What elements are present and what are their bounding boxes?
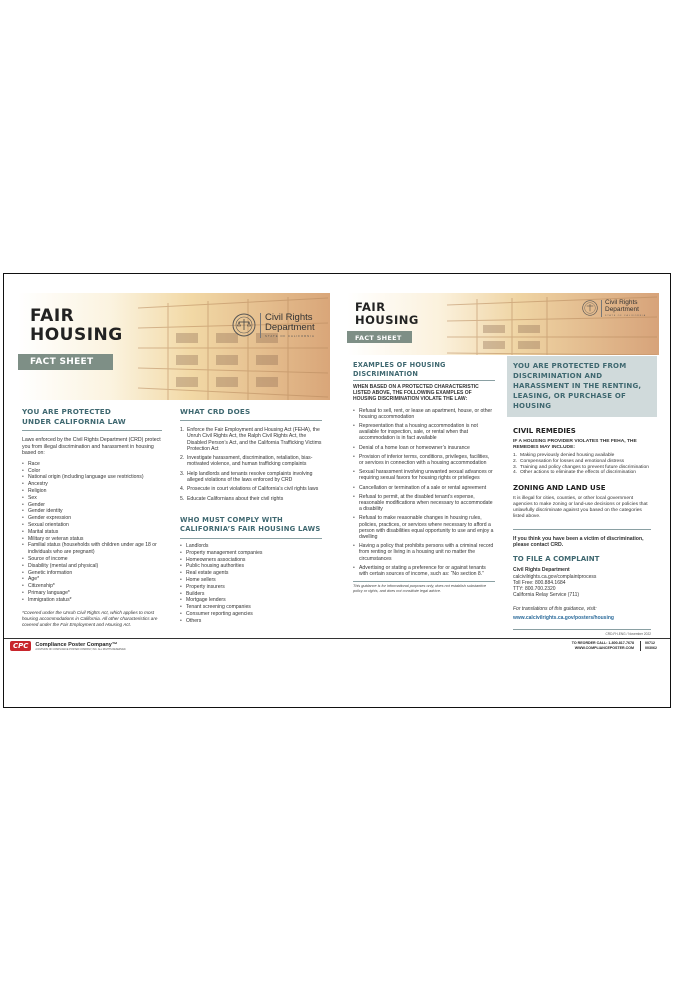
examples-heading-line1: EXAMPLES OF HOUSING: [353, 361, 446, 369]
list-item: • Gender: [22, 502, 162, 509]
tty: TTY: 800.700.2320: [513, 586, 556, 593]
list-item: • Cancellation or termination of a sale or rental agreement: [353, 485, 495, 491]
list-item: • Genetic information: [22, 570, 162, 577]
title-fair: FAIR: [30, 306, 75, 326]
divider: [180, 420, 322, 421]
company-sub: A DIVISION OF COMPLIANCE POSTER COMPANY, INC. ALL RIGHTS RESERVED.: [35, 647, 127, 651]
list-item: 2. Investigate harassment, discrimination, retaliation, bias-motivated violence, and human trafficking complaints: [180, 455, 313, 468]
list-item: • Marital status: [22, 529, 162, 536]
list-item: • Homeowners associations: [180, 557, 322, 564]
remedies-column: [507, 356, 657, 636]
toll-free: Toll Free: 800.884.1684: [513, 579, 566, 586]
crd-seal-icon: [232, 313, 256, 337]
cpc-logo: [10, 641, 126, 651]
left-column: [22, 407, 162, 628]
product-codes: [640, 641, 657, 651]
crd-seal-icon: [582, 300, 598, 316]
divider: [353, 380, 495, 381]
translations-url[interactable]: www.calcivilrights.ca.gov/posters/housing: [513, 615, 614, 622]
list-item: • Public housing authorities: [180, 563, 322, 570]
disclaimer: This guidance is for informational purposes only, does not establish substantive policy or rights, and does not constitute legal advice.: [353, 584, 487, 594]
remedies-intro: IF A HOUSING PROVIDER VIOLATES THE FEHA, THE REMEDIES MAY INCLUDE:: [513, 439, 637, 450]
crd-logo: [232, 313, 315, 338]
divider: [22, 430, 162, 431]
divider: [513, 529, 651, 530]
cpc-logo-mark: CPC: [10, 641, 31, 651]
protected-bases-list: [22, 461, 162, 604]
list-item: • National origin (including language use restrictions): [22, 474, 162, 481]
fact-sheet-label: FACT SHEET: [18, 354, 113, 370]
list-item: • Refusal to sell, rent, or lease an apartment, house, or other housing accommodation: [353, 408, 495, 420]
list-item: • Refusal to make reasonable changes in housing rules, policies, practices, or services where necessary to afford a person with disabilities equal opportunity to use and enjoy a dwelling: [353, 515, 495, 540]
divider: [180, 538, 322, 539]
zoning-text: It is illegal for cities, counties, or other local government agencies to make zoning or land-use decisions or policies that unlawfully discriminate against you based on the categories listed above.: [513, 496, 648, 519]
footnote: *Covered under the Unruh Civil Rights Act, which applies to most housing accommodations in California. All other characteristics are covered under the Fair Employment and Housing Act.: [22, 609, 158, 627]
crd-line2: Department: [265, 321, 315, 333]
examples-heading-line2: DISCRIMINATION: [353, 369, 419, 378]
list-item: • Disability (mental and physical): [22, 563, 162, 570]
title-housing: HOUSING: [30, 325, 123, 345]
list-item: 2. Compensation for losses and emotional distress: [513, 458, 625, 464]
complaint-url[interactable]: calcivilrights.ca.gov/complaintprocess: [513, 573, 597, 580]
list-item: • Refusal to permit, at the disabled tenant’s expense, reasonable modifications when necessary to accommodate a disability: [353, 494, 495, 513]
crd-does-list: [180, 427, 322, 502]
crd-line2: Department: [605, 305, 639, 313]
list-item: • Sex: [22, 495, 162, 502]
list-item: • Builders: [180, 591, 322, 598]
list-item: • Property management companies: [180, 550, 322, 557]
product-code-2: 003062: [645, 646, 657, 650]
list-item: • Age*: [22, 576, 162, 583]
comply-heading-line2: CALIFORNIA’S FAIR HOUSING LAWS: [180, 525, 321, 534]
protected-callout-text: YOU ARE PROTECTED FROM DISCRIMINATION AND HARASSMENT IN THE RENTING, LEASING, OR PURCHASE OF HOUSING: [513, 362, 642, 410]
fair-housing-poster: [3, 273, 671, 708]
list-item: • Provision of inferior terms, conditions, privileges, facilities, or services in connection with a housing accommodation: [353, 454, 495, 466]
reorder-info: [524, 641, 634, 651]
crd-logo: [582, 300, 646, 317]
list-item: 3. Training and policy changes to prevent future discrimination: [513, 464, 649, 470]
list-item: • Familial status (households with children under age 18 or individuals who are pregnant): [22, 542, 162, 556]
zoning-heading: ZONING AND LAND USE: [513, 484, 606, 493]
crd-does-heading: WHAT CRD DOES: [180, 407, 251, 416]
divider: [513, 629, 651, 630]
relay-service: California Relay Service (711): [513, 592, 580, 599]
list-item: • Tenant screening companies: [180, 604, 322, 611]
crd-line1: Civil Rights: [605, 299, 638, 306]
list-item: • Home sellers: [180, 577, 322, 584]
crd-state: STATE OF CALIFORNIA: [605, 314, 647, 317]
list-item: • Religion: [22, 488, 162, 495]
examples-column: [353, 361, 495, 594]
form-code: CRD-FH-ENG / November 2022: [605, 632, 651, 637]
list-item: • Advertising or stating a preference for or against tenants with certain sources of income, such as: “No section 8.”: [353, 565, 495, 577]
list-item: 5. Educate Californians about their civil rights: [180, 495, 284, 502]
list-item: • Gender identity: [22, 508, 162, 515]
product-code-1: 00712: [645, 641, 655, 645]
list-item: • Gender expression: [22, 515, 162, 522]
list-item: 1. Making previously denied housing available: [513, 453, 615, 458]
company-name: Compliance Poster Company™: [35, 641, 118, 648]
title-housing: HOUSING: [355, 312, 419, 327]
footer-rule: [4, 638, 670, 639]
list-item: • Sexual orientation: [22, 522, 162, 529]
crd-line1: Civil Rights: [265, 312, 313, 323]
remedies-list: [513, 453, 651, 476]
left-hero-image: [18, 293, 330, 400]
complaint-org: Civil Rights Department: [513, 567, 570, 574]
website: WWW.COMPLIANCEPOSTER.COM: [574, 646, 634, 650]
list-item: • Others: [180, 618, 322, 625]
list-item: • Having a policy that prohibits persons with a criminal record from renting or living in a housing unit no matter the circumstances: [353, 543, 495, 562]
list-item: • Source of income: [22, 556, 162, 563]
list-item: • Representation that a housing accommodation is not available for inspection, sale, or rental when that accommodation is in fact available: [353, 423, 495, 442]
list-item: 1. Enforce the Fair Employment and Housing Act (FEHA), the Unruh Civil Rights Act, the Ralph Civil Rights Act, the Disabled Person’s Act, and the California Trafficking Victims Protection Act: [180, 427, 322, 452]
reorder-phone: TO REORDER CALL: 1-800-817-7678: [571, 641, 634, 645]
comply-list: [180, 543, 322, 625]
list-item: 3. Help landlords and tenants resolve complaints involving alleged violations of the laws enforced by CRD: [180, 470, 313, 484]
list-item: • Mortgage lenders: [180, 597, 322, 604]
list-item: • Race: [22, 461, 162, 468]
right-panel: [347, 293, 659, 637]
left-panel: [18, 293, 330, 627]
list-item: 4. Prosecute in court violations of California’s civil rights laws: [180, 486, 319, 493]
fact-sheet-label: FACT SHEET: [347, 331, 412, 343]
remedies-heading: CIVIL REMEDIES: [513, 427, 576, 435]
list-item: • Military or veteran status: [22, 536, 162, 543]
list-item: • Citizenship*: [22, 583, 162, 590]
list-item: • Landlords: [180, 543, 322, 550]
list-item: • Property insurers: [180, 584, 322, 591]
protected-callout-box: [507, 356, 657, 417]
protected-heading-line1: YOU ARE PROTECTED: [22, 407, 112, 416]
list-item: 4. Other actions to eliminate the effects of discrimination: [513, 470, 636, 476]
list-item: • Color: [22, 468, 162, 475]
comply-heading-line1: WHO MUST COMPLY WITH: [180, 515, 283, 524]
crd-state: STATE OF CALIFORNIA: [265, 333, 315, 338]
divider: [353, 581, 495, 582]
intro-text: Laws enforced by the Civil Rights Department (CRD) protect you from illegal discrimination and harassment in housing based on:: [22, 437, 161, 457]
list-item: • Sexual harassment involving unwanted sexual advances or requiring sexual favors for housing rights or privileges: [353, 469, 495, 481]
crd-column: [180, 407, 322, 625]
list-item: • Real estate agents: [180, 570, 322, 577]
examples-list: [353, 408, 495, 578]
examples-intro: WHEN BASED ON A PROTECTED CHARACTERISTIC LISTED ABOVE, THE FOLLOWING EXAMPLES OF HOUSING DISCRIMINATION VIOLATE THE LAW:: [353, 384, 479, 403]
list-item: • Denial of a home loan or homeowner’s insurance: [353, 445, 495, 451]
translations-label: For translations of this guidance, visit:: [513, 606, 597, 613]
title-fair: FAIR: [355, 300, 386, 314]
protected-heading-line2: UNDER CALIFORNIA LAW: [22, 417, 126, 426]
list-item: • Immigration status*: [22, 597, 162, 604]
complaint-heading: TO FILE A COMPLAINT: [513, 555, 600, 564]
victim-text: If you think you have been a victim of discrimination, please contact CRD.: [513, 535, 644, 549]
right-hero-image: [347, 293, 659, 355]
list-item: • Primary language*: [22, 590, 162, 597]
list-item: • Consumer reporting agencies: [180, 611, 322, 618]
list-item: • Ancestry: [22, 481, 162, 488]
